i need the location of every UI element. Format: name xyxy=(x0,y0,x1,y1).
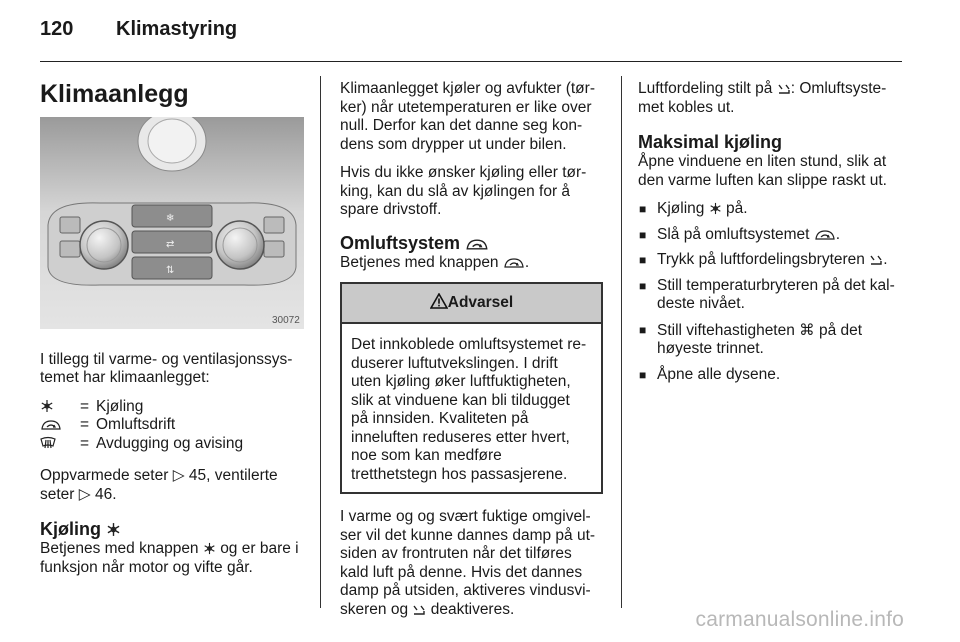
legend-label: Avdugging og avising xyxy=(96,434,244,452)
cooling-heading xyxy=(40,518,304,540)
column-2 xyxy=(340,80,603,629)
climate-panel-photo xyxy=(40,117,304,329)
list-item xyxy=(638,251,904,270)
list-item xyxy=(638,226,904,245)
warning-title: Advarsel xyxy=(447,294,514,311)
distribution-note xyxy=(638,80,904,117)
legend-row xyxy=(40,398,304,417)
intro-text: I tillegg til varme- og ventilasjonssys-temet har klimaanlegget: xyxy=(40,350,293,386)
page-title: Klimaanlegg xyxy=(40,80,189,108)
ac-description: Klimaanlegget kjøler og avfukter (tør-ker) når utetemperaturen er like over null. Derfor kan det danne seg kon-dens som drypper ut under bilen. xyxy=(340,80,595,153)
seats-reference xyxy=(40,467,304,504)
cooling-text-c: i funksjon når motor og vifte går. xyxy=(40,540,299,576)
symbol-legend xyxy=(40,398,304,454)
air-distribution-icon xyxy=(869,254,883,266)
fan-icon: ⌘ xyxy=(799,320,815,339)
humid-text-a: I varme og og svært fuktige omgivel-ser vil det kunne dannes damp på ut-siden av frontruten når det tilføres kald luft på denne. Hvis det dannes damp på utsiden, aktiveres vindusvi-skeren og xyxy=(340,508,596,618)
list-item xyxy=(638,277,904,314)
column-divider-1 xyxy=(320,76,321,608)
warning-text: Det innkoblede omluftsystemet re-duserer luftutvekslingen. I drift uten kjøling øker luftfuktigheten, slik at vinduene kan bli tildugget på innsiden. Kvaliteten på inneluften reduseres etter hvert, noe som kan medføre tretthetstegn hos passasjerene. xyxy=(351,336,587,483)
list-item-text: Still temperaturbryteren på det kal-deste nivået. xyxy=(657,276,895,312)
header-rule xyxy=(40,61,902,62)
recirculation-icon xyxy=(465,238,489,251)
cooling-heading-text: Kjøling xyxy=(40,519,101,539)
legend-eq: = xyxy=(80,397,90,415)
humid-conditions-text xyxy=(340,508,603,619)
snowflake-icon xyxy=(203,542,216,555)
list-item xyxy=(638,366,904,385)
photo-code: 30072 xyxy=(272,315,300,326)
seats-ref-2[interactable]: 46. xyxy=(95,485,117,503)
column-1 xyxy=(40,79,304,587)
list-item-text-end: . xyxy=(883,251,888,268)
cooling-text-a: Betjenes med knappen xyxy=(40,540,199,557)
legend-row xyxy=(40,435,304,454)
seats-text-2: seter xyxy=(40,485,75,503)
panel-label-bottom: ⇅ xyxy=(166,265,175,276)
recirculation-text: Betjenes med knappen . xyxy=(340,253,530,271)
page-ref-arrow-icon: ▷ xyxy=(172,467,185,484)
list-item xyxy=(638,200,904,219)
page-number: 120 xyxy=(40,18,74,40)
list-item-text: Kjøling xyxy=(657,200,705,217)
distribution-text-a: Luftfordeling stilt på xyxy=(638,80,773,97)
legend-label: Omluftsdrift xyxy=(96,416,176,433)
defrost-icon xyxy=(40,436,56,450)
humid-text-b: deaktiveres. xyxy=(430,600,515,618)
list-item xyxy=(638,321,904,359)
snowflake-icon xyxy=(709,202,722,215)
legend-eq: = xyxy=(80,434,90,452)
list-item-text-end: på det høyeste trinnet. xyxy=(657,321,863,357)
panel-label-mid: ⇄ xyxy=(166,239,175,250)
recirculation-text-a: Betjenes med knappen xyxy=(340,253,499,271)
page-ref-arrow-icon: ▷ xyxy=(78,485,91,503)
list-item-text: Åpne alle dysene. xyxy=(657,365,781,383)
snowflake-icon xyxy=(40,399,54,413)
watermark: carmanualsonline.info xyxy=(695,608,904,631)
column-3 xyxy=(638,80,904,391)
recirculation-icon xyxy=(40,419,62,431)
seats-ref-1[interactable]: 45, ventilerte xyxy=(188,467,278,484)
list-item-text-end: på. xyxy=(726,200,748,217)
cooling-text-b: og er bare xyxy=(220,540,291,557)
legend-row xyxy=(40,416,304,435)
list-item-text: Still viftehastigheten xyxy=(657,321,795,339)
list-item-text: Slå på omluftsystemet xyxy=(657,225,810,243)
list-item-text: Trykk på luftfordelingsbryteren xyxy=(657,251,865,268)
recirculation-heading xyxy=(340,232,603,254)
distribution-text-b: : Omluftsyste-met kobles ut. xyxy=(638,80,887,116)
section-title: Klimastyring xyxy=(116,18,238,40)
legend-label: Kjøling xyxy=(96,397,144,415)
recirculation-icon xyxy=(503,257,525,269)
seats-text: Oppvarmede seter xyxy=(40,467,169,484)
recirculation-heading-text: Omluftsystem xyxy=(340,232,461,253)
max-cooling-text: Åpne vinduene en liten stund, slik at den varme luften kan slippe raskt ut. xyxy=(638,153,887,189)
max-cooling-heading: Maksimal kjøling xyxy=(638,132,783,152)
cooling-text xyxy=(40,540,304,577)
page-header xyxy=(40,18,237,41)
air-distribution-icon xyxy=(777,83,791,95)
legend-eq: = xyxy=(80,416,90,433)
snowflake-icon xyxy=(106,522,121,537)
column-divider-2 xyxy=(621,76,622,608)
warning-header xyxy=(342,284,601,324)
panel-label-top: ❄ xyxy=(166,213,175,224)
list-item-text-end: . xyxy=(835,225,841,243)
warning-triangle-icon xyxy=(430,293,448,309)
ac-off-note: Hvis du ikke ønsker kjøling eller tør-king, kan du slå av kjølingen for å spare drivstoff. xyxy=(340,164,587,218)
recirculation-icon xyxy=(814,229,836,241)
air-distribution-icon xyxy=(412,604,426,616)
warning-box xyxy=(340,282,603,494)
max-cooling-list xyxy=(638,200,904,384)
